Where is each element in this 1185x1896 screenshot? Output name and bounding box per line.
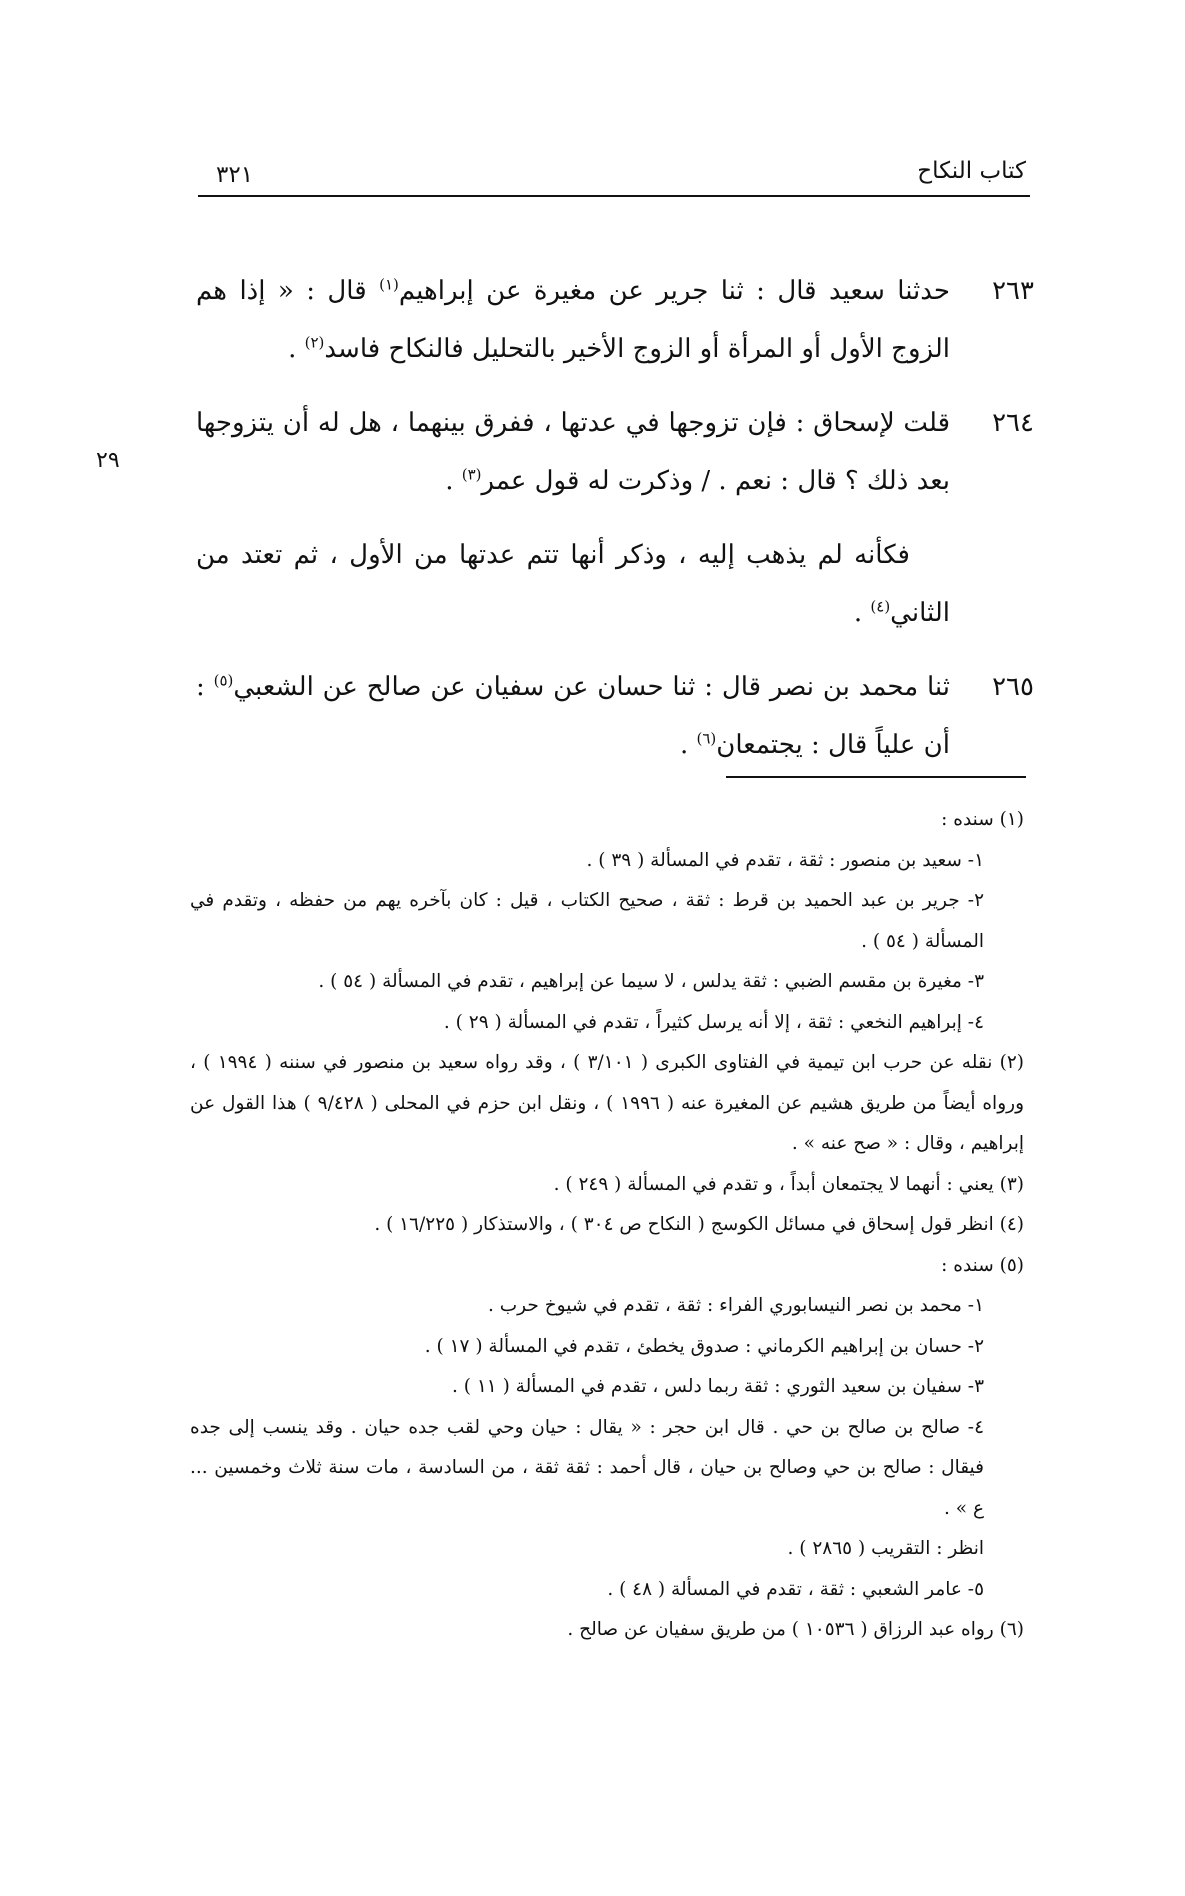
entry-text: ثنا محمد بن نصر قال : ثنا حسان عن سفيان عن صالح عن الشعبي [233,672,950,702]
footnote: (٥) سنده : [941,1254,1024,1276]
page-number: ٣٢١ [216,162,254,188]
entry-265 [196,658,1034,774]
margin-page-marker: ٢٩ [96,448,120,473]
header-rule [198,195,1030,197]
entry-text: . [445,466,462,496]
main-text [196,262,1034,790]
running-title: كتاب النكاح [917,158,1026,184]
footnote-ref[interactable]: (٤) [870,597,891,616]
entry-text: حدثنا سعيد قال : ثنا جرير عن مغيرة عن إبراهيم [398,276,951,306]
entry-text: . [679,730,697,760]
footnote: (١) سنده : [941,809,1024,830]
entry-264 [196,394,1034,510]
entry-text: . [853,598,871,628]
footnote-ref[interactable]: (٢) [304,333,325,352]
footnote: (٤) انظر قول إسحاق في مسائل الكوسج ( النكاح ص ٣٠٤ ) ، والاستذكار ( ١٦/٢٢٥ ) . [374,1214,1024,1235]
entry-264-continuation [196,526,1034,642]
footnote-ref[interactable]: (٦) [696,729,717,748]
footnote-item: ٢- جرير بن عبد الحميد بن قرط : ثقة ، صحيح الكتاب ، قيل : كان بآخره يهم من حفظه ، وتقدم في المسألة ( ٥٤ ) . [190,890,984,952]
footnote-item: ٤- إبراهيم النخعي : ثقة ، إلا أنه يرسل كثيراً ، تقدم في المسألة ( ٢٩ ) . [443,1011,984,1033]
footnote-ref[interactable]: (١) [379,275,399,294]
entry-text: . [288,334,305,364]
footnote: (٦) رواه عبد الرزاق ( ١٠٥٣٦ ) من طريق سفيان عن صالح . [567,1619,1024,1640]
entry-text: قلت لإسحاق : فإن تزوجها في عدتها ، ففرق بينهما ، هل له أن يتزوجها بعد ذلك ؟ قال : نعم . / وذكرت له قول عمر [196,408,950,496]
footnote-item: ٥- عامر الشعبي : ثقة ، تقدم في المسألة ( ٤٨ ) . [607,1578,984,1600]
footnote: (٣) يعني : أنهما لا يجتمعان أبداً ، و تقدم في المسألة ( ٢٤٩ ) . [553,1173,1024,1195]
footnote-separator [726,776,1026,778]
footnote: (٢) نقله عن حرب ابن تيمية في الفتاوى الكبرى ( ٣/١٠١ ) ، وقد رواه سعيد بن منصور في سننه ( ١٩٩٤ ) ، ورواه أيضاً من طريق هشيم عن المغيرة عنه ( ١٩٩٦ ) ، ونقل ابن حزم في المحلى ( ٩/٤٢٨ ) هذا القول عن إبراهيم ، وقال : « صح عنه » . [190,1052,1024,1154]
footnote-item: ٣- مغيرة بن مقسم الضبي : ثقة يدلس ، لا سيما عن إبراهيم ، تقدم في المسألة ( ٥٤ ) . [318,971,984,992]
entry-263 [196,262,1034,378]
footnotes [190,800,1024,1651]
entry-number: ٢٦٤ [992,408,1034,438]
entry-number: ٢٦٥ [992,672,1034,702]
footnote-ref[interactable]: (٥) [213,671,234,690]
entry-number: ٢٦٣ [992,276,1034,306]
entry-text: قال : « إذا هم الزوج الأول أو المرأة أو الزوج الأخير بالتحليل فالنكاح فاسد [196,276,950,364]
footnote-item: ٣- سفيان بن سعيد الثوري : ثقة ربما دلس ، تقدم في المسألة ( ١١ ) . [451,1376,984,1397]
footnote-item: ١- سعيد بن منصور : ثقة ، تقدم في المسألة ( ٣٩ ) . [586,849,984,871]
footnote-item: ٢- حسان بن إبراهيم الكرماني : صدوق يخطئ ، تقدم في المسألة ( ١٧ ) . [424,1335,984,1357]
footnote-item: انظر : التقريب ( ٢٨٦٥ ) . [787,1538,984,1559]
page-header [198,158,1030,194]
footnote-item: ١- محمد بن نصر النيسابوري الفراء : ثقة ، تقدم في شيوخ حرب . [488,1295,984,1316]
footnote-ref[interactable]: (٣) [461,465,482,484]
footnote-item: ٤- صالح بن صالح بن حي . قال ابن حجر : « يقال : حيان وحي لقب جده حيان . وقد ينسب إلى جده فيقال : صالح بن حي وصالح بن حيان ، قال أحمد : ثقة ثقة ، من السادسة ، مات سنة ثلاث وخمسين ... ع » . [190,1416,984,1519]
entry-text: : أن علياً قال : يجتمعان [196,672,950,760]
entry-text: فكأنه لم يذهب إليه ، وذكر أنها تتم عدتها من الأول ، ثم تعتد من الثاني [196,540,950,628]
